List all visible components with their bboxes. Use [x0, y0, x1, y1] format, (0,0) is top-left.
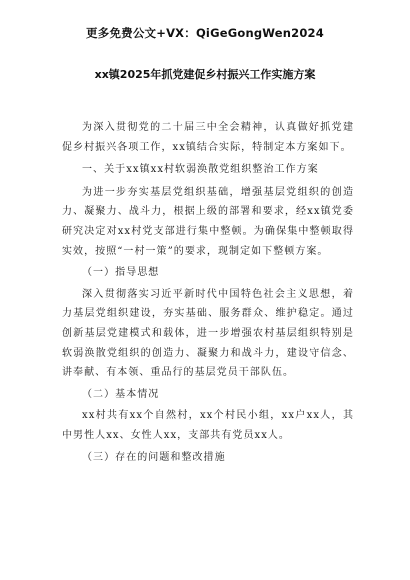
section-1-heading: 一、关于xx镇xx村软弱涣散党组织整治工作方案	[82, 164, 319, 176]
subsection-2-heading: （二）基本情况	[82, 388, 160, 400]
subsection-2-paragraph: xx村共有xx个自然村，xx个村民小组，xx户xx人，其中男性人xx、女性人xx，支部共有党员xx人。	[62, 410, 354, 441]
intro-paragraph: 为深入贯彻党的二十届三中全会精神，认真做好抓党建促乡村振兴各项工作，xx镇结合实际，特制定本方案如下。	[62, 122, 354, 153]
subsection-3-heading: （三）存在的问题和整改措施	[82, 451, 226, 463]
subsection-1-heading: （一）指导思想	[82, 267, 160, 279]
watermark-header: 更多免费公文+VX：QiGeGongWen2024	[86, 26, 324, 40]
document-title: xx镇2025年抓党建促乡村振兴工作实施方案	[94, 68, 316, 81]
section-1-paragraph: 为进一步夯实基层党组织基础，增强基层党组织的创造力、凝聚力、战斗力，根据上级的部署和要求，经xx镇党委研究决定对xx村党支部进行集中整顿。为确保集中整顿取得实效，按照“一村一策”的要求，现制定如下整顿方案。	[62, 186, 354, 257]
subsection-1-paragraph: 深入贯彻落实习近平新时代中国特色社会主义思想，着力基层党组织建设，夯实基础、服务群众、维护稳定。通过创新基层党建模式和载体，进一步增强农村基层组织特别是软弱涣散党组织的创造力、凝聚力和战斗力，建设守信念、讲奉献、有本领、重品行的基层党员干部队伍。	[62, 288, 354, 379]
document-body	[62, 118, 354, 469]
